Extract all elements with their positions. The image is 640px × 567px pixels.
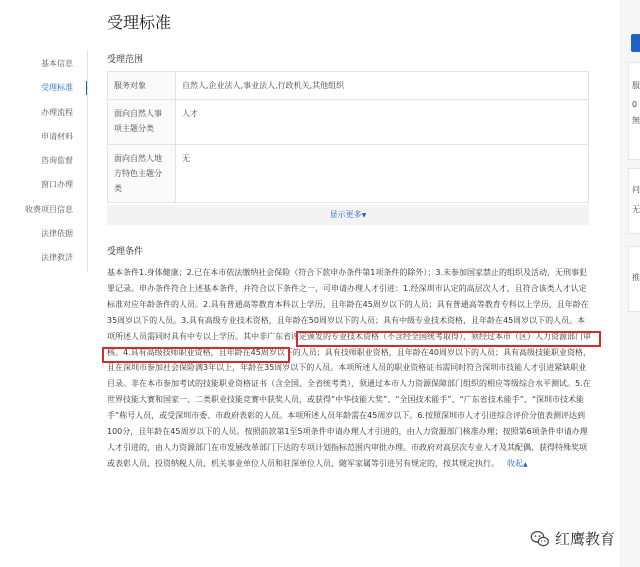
page-title: 受理标准 (107, 13, 172, 32)
table-cell-value: 自然人,企业法人,事业法人,行政机关,其他组织 (176, 72, 589, 100)
sidebar-item-acceptance-standard[interactable]: 受理标准 (0, 76, 86, 100)
watermark (530, 528, 615, 549)
sidebar-nav (0, 52, 86, 271)
table-cell-label: 面向自然人事项主题分类 (108, 100, 176, 145)
conditions-section-title: 受理条件 (107, 247, 144, 257)
table-cell-value: 人才 (176, 100, 589, 145)
table-cell-label: 面向自然人地方特色主题分类 (108, 145, 176, 203)
table-row (108, 145, 589, 203)
right-panel-text: 無 (632, 116, 640, 125)
table-cell-value: 无 (176, 145, 589, 203)
scope-section-title: 受理范围 (107, 55, 144, 65)
sidebar-item-fees[interactable]: 收费项目信息 (25, 204, 73, 214)
chevron-down-icon: ▼ (361, 212, 367, 219)
table-row (108, 72, 589, 100)
collapse-button[interactable] (507, 459, 528, 468)
conditions-text (107, 265, 593, 473)
show-more-button[interactable] (107, 205, 589, 225)
wechat-icon (530, 529, 550, 549)
highlight-box (102, 347, 290, 363)
sidebar-item-legal-remedy[interactable]: 法律救济 (41, 253, 73, 263)
right-panel-text: 服 (632, 81, 640, 90)
right-panel-text: 推 (632, 273, 640, 282)
right-panel-accent (631, 34, 640, 52)
highlight-box (296, 331, 601, 347)
collapse-label: 收起 (507, 458, 523, 468)
sidebar-item-basic-info[interactable]: 基本信息 (41, 59, 73, 68)
right-panel-text: 问 (632, 185, 640, 194)
table-cell-label: 服务对象 (108, 72, 176, 100)
sidebar-item-consultation[interactable]: 咨询监督 (41, 156, 73, 166)
chevron-up-icon: ▲ (523, 460, 528, 468)
table-row (108, 100, 589, 145)
conditions-body: 基本条件1.身体健康；2.已在本市依法缴纳社会保险（符合下款申办条件第1项条件的除外）；3.未参加国家禁止的组织及活动，无刑事犯罪记录。申办条件符合上述基本条件，并符合以下条件之一，可申请办理人才引进：1.经深圳市认定的高层次人才，且符合该类人才认定标准对应年龄条件的人员。2.具有普通高等教育本科以上学历，且年龄在45周岁以下的人员；具有普通高等教育专科以上学历，且年龄在35周岁以下的人员。3.具有高级专业技术资格，且年龄在50周岁以下的人员；具有中级专业技术资格，且年龄在45周岁以下的人员。本项所述人员需同时具有中专以上学历。其中非广东省评定颁发的专业技术资格（不含经全国统考取得），须经过本市（区）人力资源部门审核。4.具有高级技师职业资格，且年龄在45周岁以下的人员；具有技师职业资格，且年龄在40周岁以下的人员；具有高级技能职业资格，且在深圳市参加社会保险满3年以上，年龄在35周岁以下的人员。本项所述人员的职业资格证书需同时符合深圳市技能人才引进紧缺职业目录。非在本市参加考试的技能职业资格证书（含全国、全省统考类），须通过本市人力资源保障部门组织的相应等级综合水平测试。5.在世界技能大赛和国家一、二类职业技能竞赛中获奖人员，或获得“中华技能大奖”、“全国技术能手”、“广东省技术能手”、“深圳市技术能手”称号人员，或受深圳市委、市政府表彰的人员。本项所述人员年龄需在45周岁以下。6.按照深圳市人才引进综合评价分值表测评达到100分，且年龄在45周岁以下的人员。按照前款第1至5项条件申请办理人才引进的，由人力资源部门核准办理；按照第6项条件申请办理人才引进的，由人力资源部门在市发展改革部门下达的专项计划指标范围内审批办理。市政府对高层次专业人才及其配偶、获得特殊奖项或表彰人员、投资纳税人员、机关事业单位人员和驻深单位人员、随军家属等引进另有规定的，按其规定执行。 (107, 268, 591, 468)
right-panel-text: 0 (632, 100, 638, 109)
watermark-text: 红鹰教育 (555, 530, 616, 548)
right-panel-text: 无 (632, 205, 640, 214)
scope-table (107, 71, 589, 203)
right-panel-card (628, 168, 640, 234)
show-more-label: 显示更多 (329, 210, 362, 219)
sidebar-item-window[interactable]: 窗口办理 (41, 180, 73, 190)
right-panel-card (628, 62, 640, 160)
sidebar-item-process[interactable]: 办理流程 (41, 107, 73, 117)
sidebar-item-legal-basis[interactable]: 法律依据 (41, 229, 73, 239)
sidebar-item-materials[interactable]: 申请材料 (41, 131, 73, 141)
sidebar-divider (87, 50, 88, 272)
